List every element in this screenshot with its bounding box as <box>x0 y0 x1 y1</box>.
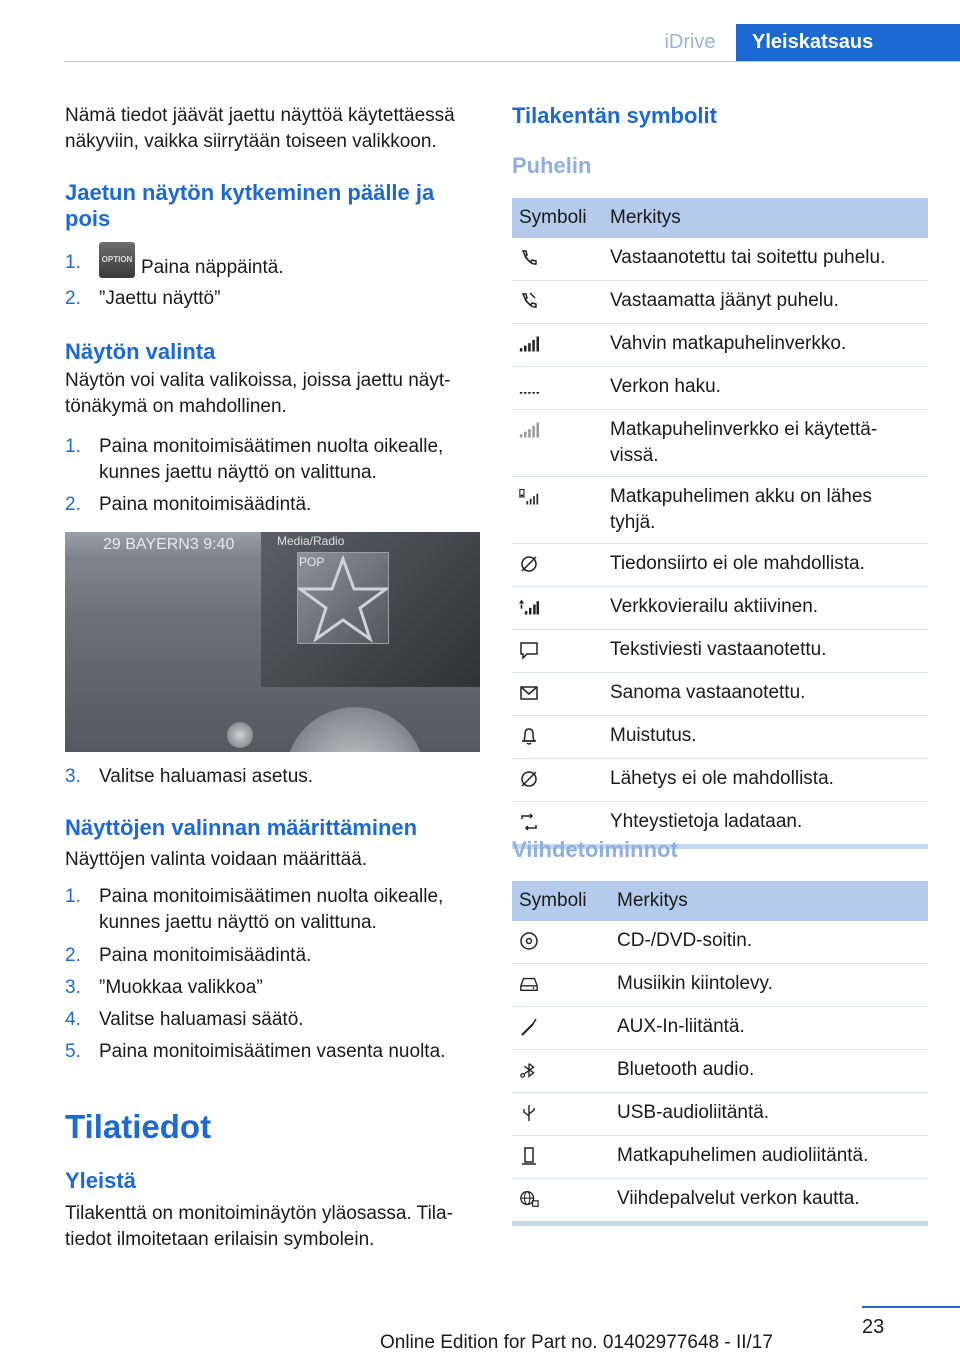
row-meaning: Verkon haku. <box>603 367 928 410</box>
row-meaning: Lähetys ei ole mahdollista. <box>603 759 928 802</box>
list-item <box>65 975 485 1001</box>
list-number: 2. <box>65 945 81 966</box>
phone-audio-icon <box>519 1146 539 1166</box>
display-screenshot <box>65 532 480 752</box>
list-number: 1. <box>65 886 81 907</box>
list-number: 2. <box>65 494 81 515</box>
table-row <box>512 921 928 964</box>
entertainment-symbols-table <box>512 881 928 1226</box>
hard-drive-icon <box>519 974 539 994</box>
bluetooth-audio-icon <box>519 1060 539 1080</box>
entertainment-subtitle: Viihdetoiminnot <box>512 837 678 862</box>
missed-call-icon <box>519 291 539 311</box>
phone-symbols-table <box>512 198 928 849</box>
section-intro: Näyttöjen valinta voidaan määrittää. <box>65 849 368 870</box>
no-data-icon <box>519 554 539 574</box>
table-row <box>512 410 928 477</box>
list-text: Paina monitoimisäädintä. <box>99 494 312 515</box>
table-row <box>512 673 928 716</box>
contacts-sync-icon <box>519 812 539 832</box>
album-genre: POP <box>299 555 325 569</box>
section-title-general: Yleistä <box>65 1168 136 1193</box>
list-number: 1. <box>65 252 81 273</box>
table-header-row <box>512 881 928 921</box>
table-row <box>512 367 928 410</box>
roaming-icon <box>519 597 539 617</box>
intro-paragraph: Nämä tiedot jäävät jaettu näyttöä käytettäessä näkyviin, vaikka siirrytään toiseen valikkoon. <box>65 105 455 152</box>
section-title-split-screen: Jaetun näytön kytkeminen päälle ja pois <box>65 180 435 231</box>
row-meaning: Sanoma vastaanotettu. <box>603 673 928 716</box>
table-row <box>512 1136 928 1179</box>
list-item <box>65 250 485 286</box>
option-button-icon: OPTION <box>99 242 135 278</box>
signal-unavailable-icon <box>519 420 539 440</box>
list-text: Paina monitoimisäätimen nuolta oikealle, kunnes jaettu näyttö on valittuna. <box>99 436 444 483</box>
table-header-row <box>512 198 928 238</box>
controller-knob <box>285 707 425 752</box>
table-row <box>512 759 928 802</box>
online-entertainment-icon <box>519 1189 539 1209</box>
row-meaning: USB-audioliitäntä. <box>610 1093 928 1136</box>
column-header-symbol: Symboli <box>512 198 603 238</box>
table-row <box>512 281 928 324</box>
network-search-icon <box>519 377 539 397</box>
row-meaning: Matkapuhelimen audioliitäntä. <box>610 1136 928 1179</box>
table-row <box>512 1093 928 1136</box>
table-row <box>512 1050 928 1093</box>
table-row <box>512 324 928 367</box>
row-meaning: Vastaanotettu tai soitettu puhelu. <box>603 238 928 281</box>
battery-low-icon <box>519 487 539 507</box>
list-text-label: Paina näppäintä. <box>141 257 284 279</box>
row-meaning: Musiikin kiintolevy. <box>610 964 928 1007</box>
table-row <box>512 587 928 630</box>
row-meaning: Bluetooth audio. <box>610 1050 928 1093</box>
table-row <box>512 964 928 1007</box>
column-header-meaning: Merkitys <box>603 198 928 238</box>
section-intro: Näytön voi valita valikoissa, joissa jaettu näyt‐tönäkymä on mahdollinen. <box>65 370 451 417</box>
media-panel-title: Media/Radio <box>277 534 345 548</box>
table-row <box>512 477 928 544</box>
table-row <box>512 1007 928 1050</box>
list-number: 5. <box>65 1041 81 1062</box>
column-header-meaning: Merkitys <box>610 881 928 921</box>
row-meaning: Verkkovierailu aktiivinen. <box>603 587 928 630</box>
list-text: Valitse haluamasi säätö. <box>99 1009 304 1030</box>
row-meaning: Viihdepalvelut verkon kautta. <box>610 1179 928 1224</box>
list-text: Valitse haluamasi asetus. <box>99 766 314 787</box>
header-rule <box>64 61 960 62</box>
list-text: Paina monitoimisäädintä. <box>99 945 312 966</box>
page-number: 23 <box>862 1316 885 1338</box>
table-row <box>512 238 928 281</box>
list-item <box>65 492 485 518</box>
table-row <box>512 630 928 673</box>
list-text: ”Jaettu näyttö” <box>99 288 221 309</box>
row-meaning: AUX-In-liitäntä. <box>610 1007 928 1050</box>
list-number: 4. <box>65 1009 81 1030</box>
footer-rule <box>862 1306 960 1308</box>
phone-subtitle: Puhelin <box>512 153 592 178</box>
column-header-symbol: Symboli <box>512 881 610 921</box>
row-meaning: Matkapuhelimen akku on lähes tyhjä. <box>603 477 928 544</box>
bell-icon <box>519 726 539 746</box>
no-send-icon <box>519 769 539 789</box>
row-meaning: Vastaamatta jäänyt puhelu. <box>603 281 928 324</box>
row-meaning: CD-/DVD-soitin. <box>610 921 928 964</box>
list-item <box>65 884 485 936</box>
row-meaning: Vahvin matkapuhelinverkko. <box>603 324 928 367</box>
section-title-screen-select: Näytön valinta <box>65 339 216 364</box>
list-text: Paina monitoimisäätimen nuolta oikealle, kunnes jaettu näyttö on valittuna. <box>99 886 444 933</box>
sms-icon <box>519 640 539 660</box>
radio-status-text: 29 BAYERN3 9:40 <box>103 536 235 553</box>
edition-text: Online Edition for Part no. 01402977648 - II/17 <box>380 1332 773 1353</box>
list-text <box>99 250 485 286</box>
disc-icon <box>519 931 539 951</box>
call-icon <box>519 248 539 268</box>
header-tab-idrive: iDrive <box>664 31 716 53</box>
chapter-title: Tilatiedot <box>65 1108 212 1145</box>
section-title-configure: Näyttöjen valinnan määrittäminen <box>65 815 418 840</box>
table-row <box>512 1179 928 1224</box>
table-row <box>512 544 928 587</box>
header-tab-yleiskatsaus: Yleiskatsaus <box>736 24 960 61</box>
row-meaning: Muistutus. <box>603 716 928 759</box>
mail-icon <box>519 683 539 703</box>
symbols-title: Tilakentän symbolit <box>512 103 717 128</box>
list-text: ”Muokkaa valikkoa” <box>99 977 263 998</box>
row-meaning: Matkapuhelinverkko ei käytettä‐vissä. <box>603 410 928 477</box>
section-text: Tilakenttä on monitoiminäytön yläosassa. Tila‐tiedot ilmoitetaan erilaisin symbolein. <box>65 1203 453 1250</box>
list-item <box>65 434 485 486</box>
controller-dot <box>227 722 253 748</box>
aux-plug-icon <box>519 1017 539 1037</box>
list-number: 3. <box>65 766 81 787</box>
list-number: 3. <box>65 977 81 998</box>
row-meaning: Tekstiviesti vastaanotettu. <box>603 630 928 673</box>
list-item <box>65 764 485 790</box>
row-meaning: Tiedonsiirto ei ole mahdollista. <box>603 544 928 587</box>
list-item <box>65 286 485 312</box>
list-item <box>65 1007 485 1033</box>
list-text: Paina monitoimisäätimen vasenta nuolta. <box>99 1041 446 1062</box>
signal-strong-icon <box>519 334 539 354</box>
table-row <box>512 716 928 759</box>
list-item <box>65 1039 485 1065</box>
usb-icon <box>519 1103 539 1123</box>
list-number: 1. <box>65 436 81 457</box>
row-meaning: Yhteystietoja ladataan. <box>603 802 928 847</box>
list-number: 2. <box>65 288 81 309</box>
list-item <box>65 943 485 969</box>
